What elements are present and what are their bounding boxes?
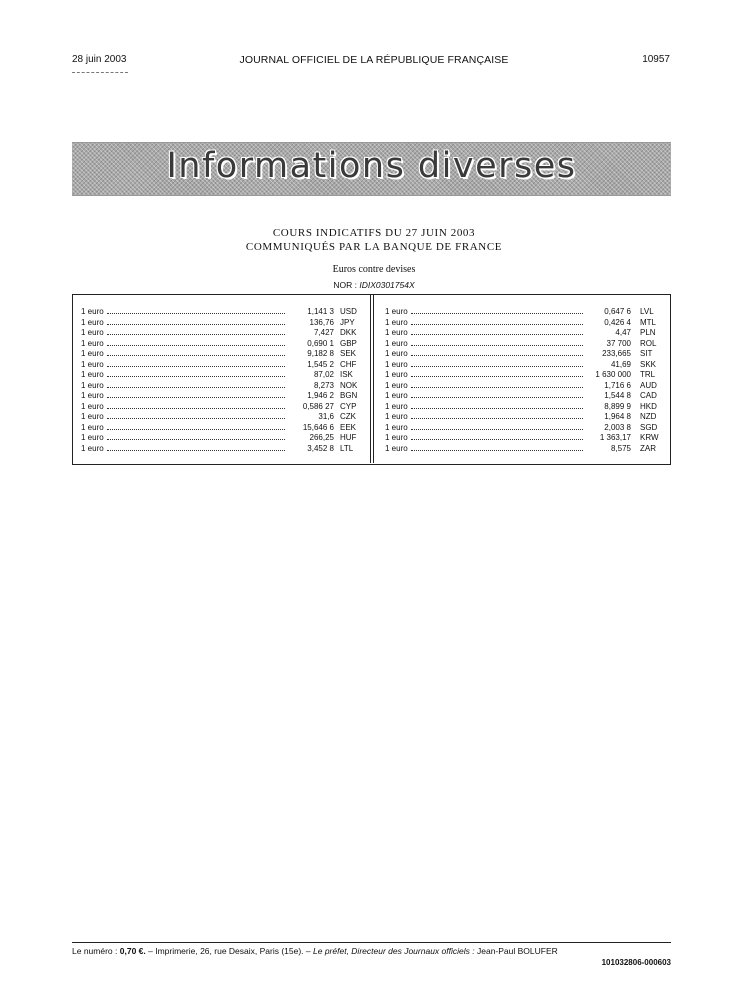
rate-row — [385, 360, 665, 371]
rate-row — [81, 402, 366, 413]
rate-value: 1,544 8 — [604, 391, 631, 400]
section-banner — [72, 142, 671, 196]
currency-code: CAD — [640, 391, 657, 400]
rate-row — [81, 444, 366, 455]
currency-code: CZK — [340, 412, 356, 421]
rate-label: 1 euro — [385, 422, 408, 432]
rate-leader-dots — [411, 387, 583, 388]
rate-value: 9,182 8 — [307, 349, 334, 358]
currency-code: NZD — [640, 412, 657, 421]
currency-code: AUD — [640, 380, 657, 390]
rate-row — [81, 412, 366, 423]
footer-code: 101032806-000603 — [601, 958, 671, 967]
rate-row — [385, 444, 665, 455]
rate-leader-dots — [107, 345, 285, 346]
rate-value: 3,452 8 — [307, 443, 334, 453]
rate-value: 8,899 9 — [604, 401, 631, 411]
rate-label: 1 euro — [81, 401, 104, 411]
rate-label: 1 euro — [81, 391, 104, 400]
rate-leader-dots — [411, 345, 583, 346]
rate-row — [81, 349, 366, 360]
rate-value: 1,716 6 — [604, 380, 631, 390]
header-rule — [72, 72, 128, 73]
rate-value: 1 630 000 — [595, 370, 631, 379]
rate-row — [385, 307, 665, 318]
footer-price: 0,70 €. — [119, 946, 146, 956]
page-footer — [72, 946, 671, 956]
rate-label: 1 euro — [81, 380, 104, 390]
currency-code: ROL — [640, 338, 657, 348]
rate-row — [81, 391, 366, 402]
rate-leader-dots — [411, 324, 583, 325]
rate-row — [81, 360, 366, 371]
currency-code: HKD — [640, 401, 657, 411]
notice-title-line1: COURS INDICATIFS DU 27 JUIN 2003 — [272, 227, 476, 239]
currency-code: ISK — [340, 370, 353, 379]
footer-director: Jean-Paul BOLUFER — [476, 946, 558, 956]
rate-label: 1 euro — [385, 370, 408, 379]
rate-label: 1 euro — [385, 338, 408, 348]
rate-label: 1 euro — [81, 338, 104, 348]
currency-code: SIT — [640, 349, 653, 358]
notice-title — [0, 226, 748, 254]
rate-row — [385, 328, 665, 339]
rate-leader-dots — [411, 408, 583, 409]
rate-row — [385, 402, 665, 413]
notice-title-line2: COMMUNIQUÉS PAR LA BANQUE DE FRANCE — [245, 241, 503, 253]
rate-leader-dots — [411, 366, 583, 367]
section-title: Informations diverses — [166, 146, 577, 186]
currency-code: EEK — [340, 422, 357, 432]
currency-code: USD — [340, 307, 357, 316]
rate-label: 1 euro — [385, 443, 408, 453]
rate-label: 1 euro — [81, 433, 104, 442]
rate-row — [385, 339, 665, 350]
currency-code: DKK — [340, 328, 357, 337]
rate-label: 1 euro — [385, 307, 408, 316]
rate-row — [385, 349, 665, 360]
rate-row — [81, 381, 366, 392]
rate-leader-dots — [107, 397, 285, 398]
rate-row — [81, 318, 366, 329]
rate-value: 2,003 8 — [604, 422, 631, 432]
rate-value: 87,02 — [313, 370, 334, 379]
rate-label: 1 euro — [385, 317, 408, 327]
rate-value: 0,690 1 — [307, 338, 334, 348]
rate-value: 15,646 6 — [302, 422, 334, 432]
notice-subtitle: Euros contre devises — [332, 264, 416, 275]
rate-value: 0,647 6 — [604, 307, 631, 316]
header-page-number: 10957 — [642, 54, 670, 65]
rate-label: 1 euro — [81, 412, 104, 421]
currency-code: SEK — [340, 349, 357, 358]
rate-leader-dots — [411, 418, 583, 419]
rate-leader-dots — [107, 408, 285, 409]
rate-row — [81, 423, 366, 434]
rate-leader-dots — [107, 355, 285, 356]
nor-label: NOR : — [333, 280, 357, 290]
rate-label: 1 euro — [81, 328, 104, 337]
rate-value: 233,665 — [602, 349, 631, 358]
rate-value: 8,575 — [610, 443, 631, 453]
rate-leader-dots — [107, 418, 285, 419]
rate-label: 1 euro — [81, 307, 104, 316]
currency-code: JPY — [340, 317, 355, 327]
footer-numero-label: Le numéro : — [72, 946, 118, 956]
rate-label: 1 euro — [81, 359, 104, 369]
rate-label: 1 euro — [81, 422, 104, 432]
rate-leader-dots — [411, 439, 583, 440]
rate-leader-dots — [411, 355, 583, 356]
rate-leader-dots — [411, 450, 583, 451]
rate-leader-dots — [107, 334, 285, 335]
rate-value: 266,25 — [309, 433, 334, 442]
rate-label: 1 euro — [81, 443, 104, 453]
rate-label: 1 euro — [81, 317, 104, 327]
nor-reference — [0, 280, 748, 290]
rate-leader-dots — [411, 334, 583, 335]
currency-code: TRL — [640, 370, 656, 379]
rate-value: 1,964 8 — [604, 412, 631, 421]
rate-row — [81, 370, 366, 381]
rate-value: 1,545 2 — [307, 359, 334, 369]
rate-value: 0,426 4 — [604, 317, 631, 327]
nor-code: IDIX0301754X — [359, 280, 415, 290]
rate-row — [385, 381, 665, 392]
rate-value: 37 700 — [606, 338, 631, 348]
rate-value: 7,427 — [313, 328, 334, 337]
rate-row — [385, 391, 665, 402]
rate-leader-dots — [411, 313, 583, 314]
currency-code: LTL — [340, 443, 354, 453]
rate-leader-dots — [107, 387, 285, 388]
rate-leader-dots — [107, 429, 285, 430]
currency-code: CYP — [340, 401, 357, 411]
currency-code: LVL — [640, 307, 654, 316]
currency-code: MTL — [640, 317, 656, 327]
rate-value: 8,273 — [313, 380, 334, 390]
header-journal-title: JOURNAL OFFICIEL DE LA RÉPUBLIQUE FRANÇAISE — [239, 54, 509, 66]
rate-leader-dots — [411, 429, 583, 430]
rate-value: 4,47 — [615, 328, 631, 337]
rate-row — [81, 339, 366, 350]
currency-code: NOK — [340, 380, 358, 390]
rate-label: 1 euro — [385, 380, 408, 390]
rate-value: 1 363,17 — [599, 433, 631, 442]
footer-printer: – Imprimerie, 26, rue Desaix, Paris (15e). – — [148, 946, 311, 956]
currency-code: BGN — [340, 391, 358, 400]
rate-row — [81, 307, 366, 318]
rate-label: 1 euro — [385, 328, 408, 337]
footer-prefect: Le préfet, Directeur des Journaux officiels : — [313, 946, 475, 956]
header-date: 28 juin 2003 — [72, 54, 127, 65]
rate-row — [385, 318, 665, 329]
rate-label: 1 euro — [385, 412, 408, 421]
currency-code: HUF — [340, 433, 357, 442]
rate-value: 0,586 27 — [302, 401, 334, 411]
rates-column-left — [81, 307, 366, 454]
rate-row — [81, 328, 366, 339]
rate-label: 1 euro — [385, 401, 408, 411]
rate-value: 41,69 — [610, 359, 631, 369]
rate-value: 1,946 2 — [307, 391, 334, 400]
rate-leader-dots — [107, 439, 285, 440]
rate-value: 1,141 3 — [307, 307, 334, 316]
footer-rule — [72, 942, 671, 943]
rate-label: 1 euro — [385, 349, 408, 358]
rate-leader-dots — [107, 324, 285, 325]
rate-row — [385, 423, 665, 434]
rates-table — [72, 294, 671, 465]
currency-code: PLN — [640, 328, 656, 337]
rate-leader-dots — [107, 313, 285, 314]
rate-row — [385, 433, 665, 444]
rates-column-right — [385, 307, 665, 454]
currency-code: ZAR — [640, 443, 656, 453]
rate-leader-dots — [107, 366, 285, 367]
rate-label: 1 euro — [81, 370, 104, 379]
rate-row — [385, 412, 665, 423]
rate-leader-dots — [411, 376, 583, 377]
rate-label: 1 euro — [385, 433, 408, 442]
rate-row — [385, 370, 665, 381]
rate-leader-dots — [411, 397, 583, 398]
rate-row — [81, 433, 366, 444]
rate-label: 1 euro — [385, 391, 408, 400]
rate-leader-dots — [107, 376, 285, 377]
rate-label: 1 euro — [81, 349, 104, 358]
rate-leader-dots — [107, 450, 285, 451]
rate-value: 136,76 — [309, 317, 334, 327]
currency-code: SKK — [640, 359, 657, 369]
currency-code: GBP — [340, 338, 357, 348]
currency-code: CHF — [340, 359, 357, 369]
column-divider — [370, 295, 374, 463]
currency-code: SGD — [640, 422, 658, 432]
currency-code: KRW — [640, 433, 659, 442]
rate-value: 31,6 — [318, 412, 334, 421]
rate-label: 1 euro — [385, 359, 408, 369]
